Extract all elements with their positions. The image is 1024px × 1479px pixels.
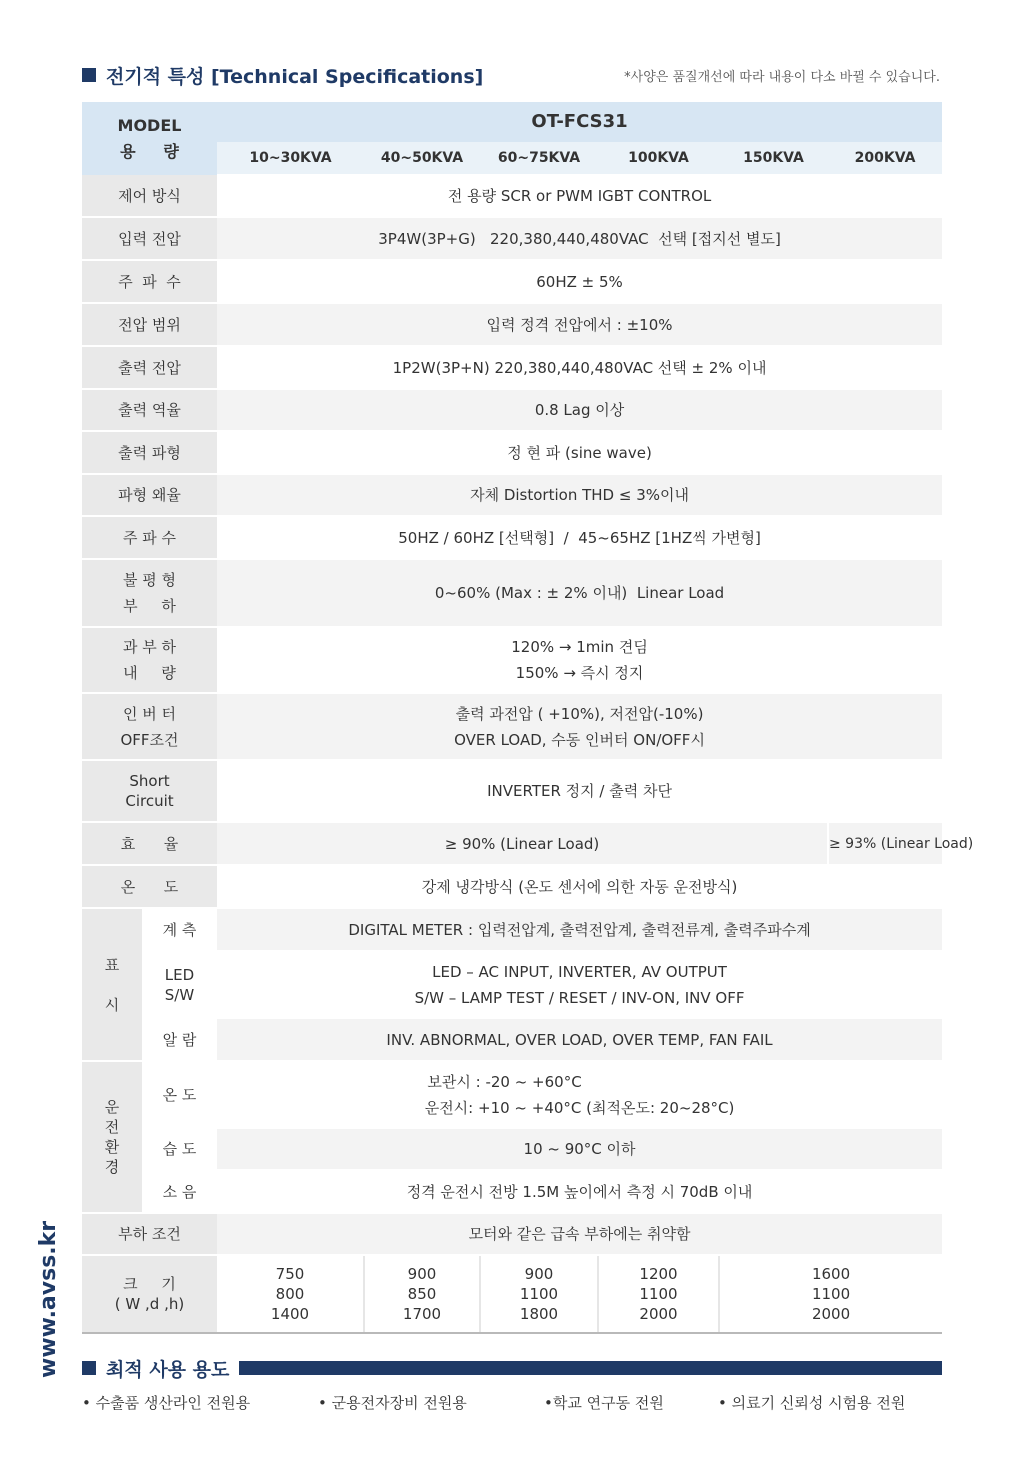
row-value-efficiency-2: ≥ 93% (Linear Load): [828, 822, 942, 865]
env-humidity-value: 10 ~ 90°C 이하: [217, 1128, 942, 1170]
alarm-label: 알 람: [142, 1018, 217, 1061]
size-5-w: 1600: [811, 1265, 851, 1283]
size-4-h: 2000: [639, 1305, 678, 1323]
capacity-col-2: 40~50KVA: [364, 142, 480, 175]
title-square-icon: [82, 68, 96, 82]
row-label-output-voltage: 출력 전압: [82, 346, 217, 389]
row-value-power-factor: 0.8 Lag 이상: [217, 389, 942, 431]
row-value-output-voltage: 1P2W(3P+N) 220,380,440,480VAC 선택 ± 2% 이내: [217, 346, 942, 389]
size-4-d: 1100: [639, 1285, 678, 1303]
row-label-distortion: 파형 왜율: [82, 474, 217, 516]
row-value-load-condition: 모터와 같은 급속 부하에는 취약함: [217, 1213, 942, 1255]
row-label-control: 제어 방식: [82, 175, 217, 217]
led-sw-label: [142, 951, 217, 1018]
size-1-h: 1400: [270, 1305, 310, 1323]
overload-label-1: 과 부 하: [122, 638, 176, 656]
size-2-w: 900: [407, 1265, 437, 1283]
overload-label-2: 내 량: [123, 664, 176, 682]
env-noise-value: 정격 운전시 전방 1.5M 높이에서 측정 시 70dB 이내: [217, 1170, 942, 1213]
size-1-w: 750: [275, 1265, 305, 1283]
spec-note: *사양은 품질개선에 따라 내용이 다소 바뀔 수 있습니다.: [624, 70, 940, 85]
env-temp-value-1: 보관시 : -20 ~ +60°C: [427, 1072, 582, 1091]
led-label: LED: [164, 965, 195, 984]
environment-group-label: [82, 1061, 142, 1213]
env-noise-label: 소 음: [142, 1170, 217, 1213]
inverter-off-label-1: 인 버 터: [122, 704, 176, 723]
size-col-5: [719, 1255, 942, 1333]
spec-section-title: [82, 62, 483, 88]
meter-value: DIGITAL METER : 입력전압계, 출력전압계, 출력전류계, 출력주파수계: [217, 908, 942, 951]
capacity-col-5: 150KVA: [719, 142, 828, 175]
row-label-output-frequency: 주 파 수: [82, 516, 217, 559]
size-3-d: 1100: [519, 1285, 559, 1303]
capacity-col-4: 100KVA: [598, 142, 719, 175]
short-circuit-label-1: Short: [129, 772, 170, 790]
use-item-2: • 군용전자장비 전원용: [318, 1394, 467, 1412]
capacity-col-6: 200KVA: [828, 142, 942, 175]
row-value-input-voltage: 3P4W(3P+G) 220,380,440,480VAC 선택 [접지선 별도]: [217, 217, 942, 260]
spec-title-text: 전기적 특성 [Technical Specifications]: [106, 65, 484, 88]
row-value-overload: [217, 627, 942, 693]
env-char-4: 경: [104, 1158, 120, 1176]
row-label-temperature: 온 도: [82, 865, 217, 908]
use-item-3: •학교 연구동 전원: [544, 1394, 664, 1412]
size-col-1: [217, 1255, 364, 1333]
inverter-off-value-2: OVER LOAD, 수동 인버터 ON/OFF시: [454, 730, 705, 749]
capacity-col-1: 10~30KVA: [217, 142, 364, 175]
meter-label: 계 측: [142, 908, 217, 951]
row-label-power-factor: 출력 역율: [82, 389, 217, 431]
size-col-4: [598, 1255, 719, 1333]
env-char-2: 전: [104, 1118, 120, 1136]
size-col-2: [364, 1255, 480, 1333]
display-group-char-2: 시: [104, 995, 120, 1014]
model-label: MODEL: [117, 115, 182, 135]
capacity-label: 용 량: [120, 141, 179, 161]
overload-value-2: 150% → 즉시 정지: [515, 664, 644, 682]
row-label-voltage-range: 전압 범위: [82, 303, 217, 346]
inverter-off-value-1: 출력 과전압 ( +10%), 저전압(-10%): [455, 704, 704, 723]
env-temp-value: [217, 1061, 942, 1128]
row-value-control: 전 용량 SCR or PWM IGBT CONTROL: [217, 175, 942, 217]
use-item-1: • 수출품 생산라인 전원용: [82, 1394, 251, 1412]
size-label-1: 크 기: [123, 1275, 176, 1293]
row-label-input-voltage: 입력 전압: [82, 217, 217, 260]
env-char-1: 운: [104, 1098, 120, 1116]
row-label-efficiency: 효 율: [82, 822, 217, 865]
sw-value: S/W – LAMP TEST / RESET / INV-ON, INV OFF: [414, 988, 745, 1007]
uses-list: [82, 1392, 942, 1416]
row-value-voltage-range: 입력 정격 전압에서 : ±10%: [217, 303, 942, 346]
led-sw-value: [217, 951, 942, 1018]
row-value-distortion: 자체 Distortion THD ≤ 3%이내: [217, 474, 942, 516]
env-temp-label: 온 도: [142, 1061, 217, 1128]
size-2-d: 850: [407, 1285, 437, 1303]
led-value: LED – AC INPUT, INVERTER, AV OUTPUT: [432, 962, 727, 981]
row-value-inverter-off: [217, 693, 942, 760]
size-3-h: 1800: [519, 1305, 559, 1323]
overload-value-1: 120% → 1min 견딤: [511, 638, 648, 656]
size-2-h: 1700: [402, 1305, 442, 1323]
display-group-char-1: 표: [104, 955, 120, 974]
model-capacity-header: [82, 102, 217, 175]
size-4-w: 1200: [639, 1265, 678, 1283]
unbalance-label-2: 부 하: [123, 597, 176, 615]
row-label-short-circuit: [82, 760, 217, 822]
row-label-frequency: 주 파 수: [82, 260, 217, 303]
uses-square-icon: [82, 1361, 96, 1375]
uses-section-title: [82, 1357, 942, 1379]
row-value-temperature: 강제 냉각방식 (온도 센서에 의한 자동 운전방식): [217, 865, 942, 908]
model-name: OT-FCS31: [217, 102, 942, 142]
env-humidity-label: 습 도: [142, 1128, 217, 1170]
row-label-unbalance: [82, 559, 217, 627]
row-label-size: [82, 1255, 217, 1333]
row-value-efficiency-1: ≥ 90% (Linear Load): [217, 822, 828, 865]
inverter-off-label-2: OFF조건: [120, 730, 179, 749]
row-label-inverter-off: [82, 693, 217, 760]
row-value-frequency: 60HZ ± 5%: [217, 260, 942, 303]
row-label-load-condition: 부하 조건: [82, 1213, 217, 1255]
env-char-3: 환: [104, 1138, 120, 1156]
short-circuit-label-2: Circuit: [125, 792, 174, 810]
env-temp-value-2: 운전시: +10 ~ +40°C (최적온도: 20~28°C): [424, 1098, 735, 1117]
row-value-unbalance: 0~60% (Max : ± 2% 이내) Linear Load: [217, 559, 942, 627]
capacity-col-3: 60~75KVA: [480, 142, 598, 175]
unbalance-label-1: 불 평 형: [122, 571, 176, 589]
size-5-d: 1100: [811, 1285, 851, 1303]
size-3-w: 900: [524, 1265, 554, 1283]
spec-table: [82, 102, 974, 1334]
row-value-waveform: 정 현 파 (sine wave): [217, 431, 942, 474]
use-item-4: • 의료기 신뢰성 시험용 전원: [718, 1394, 906, 1412]
display-group-label: [82, 908, 142, 1061]
row-value-short-circuit: INVERTER 정지 / 출력 차단: [217, 760, 942, 822]
uses-title-bar: [239, 1361, 942, 1375]
size-col-3: [480, 1255, 598, 1333]
row-label-waveform: 출력 파형: [82, 431, 217, 474]
row-value-output-frequency: 50HZ / 60HZ [선택형] / 45~65HZ [1HZ씩 가변형]: [217, 516, 942, 559]
size-label-2: ( W ,d ,h): [114, 1295, 185, 1313]
size-1-d: 800: [275, 1285, 305, 1303]
sw-label: S/W: [164, 985, 195, 1004]
size-5-h: 2000: [811, 1305, 851, 1323]
row-label-overload: [82, 627, 217, 693]
alarm-value: INV. ABNORMAL, OVER LOAD, OVER TEMP, FAN FAIL: [217, 1018, 942, 1061]
website-url: www.avss.kr: [36, 1220, 61, 1378]
uses-title-text: 최적 사용 용도: [106, 1358, 230, 1381]
